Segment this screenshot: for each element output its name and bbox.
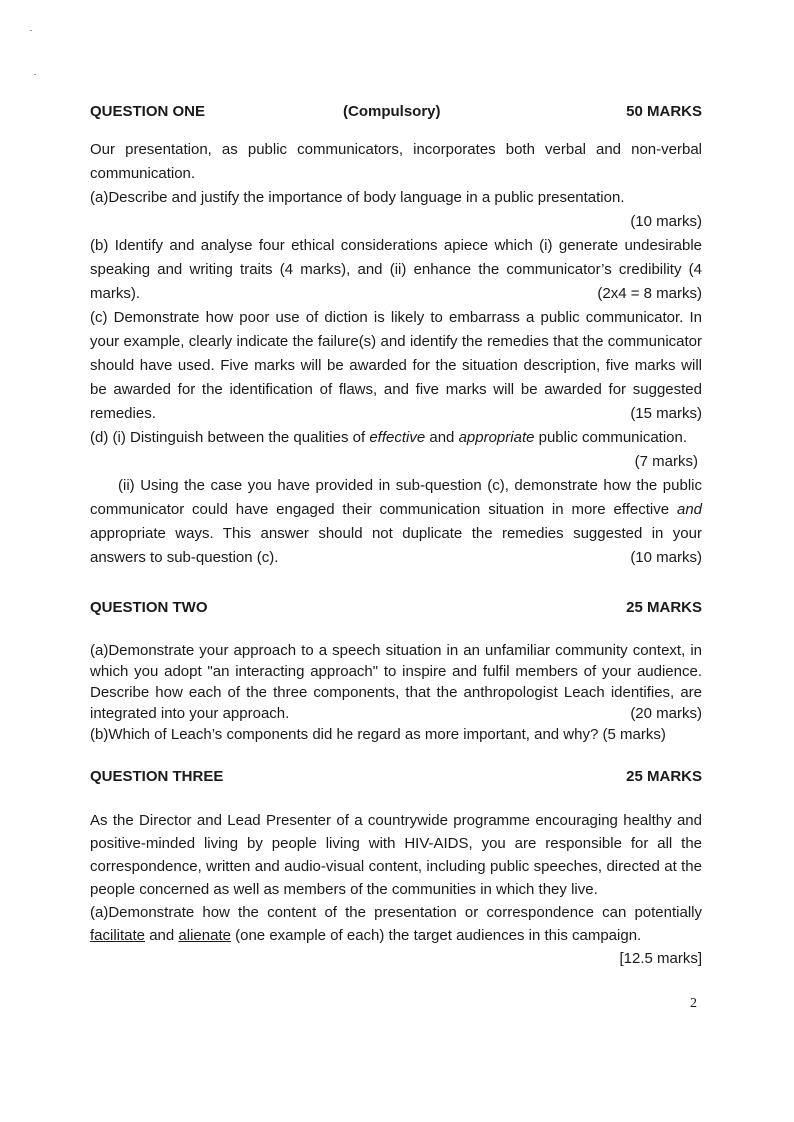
emphasis-appropriate: appropriate bbox=[458, 429, 535, 446]
question-one-part-d-ii-marks: (10 marks) bbox=[630, 549, 702, 566]
question-three-part-a bbox=[90, 901, 702, 947]
question-three-title: QUESTION THREE bbox=[90, 768, 224, 785]
question-two-part-a-marks: (20 marks) bbox=[630, 705, 702, 722]
question-one-part-d-ii bbox=[90, 474, 702, 570]
question-one-part-c-text: (c) Demonstrate how poor use of diction is likely to embarrass a public communicator. In your example, clearly indicate the failure(s) and identify the remedies that the communicator should have used. Five marks will be awarded for the situation description, five marks will be awarded for the identification of flaws, and five marks will be awarded for suggested remedies. bbox=[90, 309, 702, 422]
scan-speck bbox=[34, 74, 36, 75]
question-two-part-a bbox=[90, 640, 702, 724]
scan-speck bbox=[30, 30, 32, 31]
question-one-part-b bbox=[90, 234, 702, 306]
question-two-header bbox=[90, 596, 702, 620]
question-one-marks: 50 MARKS bbox=[626, 103, 702, 120]
question-one-part-c bbox=[90, 306, 702, 426]
question-one-header bbox=[90, 100, 702, 124]
question-three-intro: As the Director and Lead Presenter of a countrywide programme encouraging healthy and positive-minded living by people living with HIV-AIDS, you are responsible for all the correspondence, written and audio-visual content, including public speeches, directed at the people concerned as well as members of the communities in which they live. bbox=[90, 812, 702, 898]
question-three-part-a-marks: [12.5 marks] bbox=[619, 950, 702, 967]
question-one-part-b-text: (b) Identify and analyse four ethical considerations apiece which (i) generate undesirable speaking and writing traits (4 marks), and (ii) enhance the communicator’s credibility (4 marks). bbox=[90, 237, 702, 302]
emphasis-effective: effective bbox=[369, 429, 426, 446]
question-one-intro: Our presentation, as public communicators, incorporates both verbal and non-verbal communication. bbox=[90, 141, 702, 182]
question-three-header bbox=[90, 765, 702, 789]
conjunction: and bbox=[429, 429, 455, 446]
question-three-part-a-text: (a)Demonstrate how the content of the presentation or correspondence can potentially bbox=[90, 904, 702, 921]
question-one-tag: (Compulsory) bbox=[343, 103, 441, 120]
question-one-part-d-i bbox=[90, 426, 702, 470]
underlined-facilitate: facilitate bbox=[90, 927, 146, 944]
underlined-alienate: alienate bbox=[178, 927, 231, 944]
page-content bbox=[90, 100, 702, 970]
question-one-part-b-marks: (2x4 = 8 marks) bbox=[597, 285, 702, 302]
question-one-part-a: (a)Describe and justify the importance of body language in a public presentation. bbox=[90, 189, 625, 206]
page-number: 2 bbox=[690, 996, 697, 1011]
question-one-part-d-i-tail: public communication. bbox=[538, 429, 688, 446]
question-two-part-b: (b)Which of Leach’s components did he regard as more important, and why? (5 marks) bbox=[90, 726, 666, 743]
question-one-title: QUESTION ONE bbox=[90, 103, 206, 120]
question-two-marks: 25 MARKS bbox=[626, 599, 702, 616]
conjunction: and bbox=[149, 927, 175, 944]
question-one-part-a-marks: (10 marks) bbox=[630, 213, 702, 230]
question-three-part-a-tail: (one example of each) the target audiences in this campaign. bbox=[235, 927, 642, 944]
emphasis-and: and bbox=[676, 501, 703, 518]
question-one-part-d-ii-tail: appropriate ways. This answer should not duplicate the remedies suggested in your answers to sub-question (c). bbox=[90, 525, 702, 566]
question-two-title: QUESTION TWO bbox=[90, 599, 208, 616]
question-one-part-d-ii-text: (ii) Using the case you have provided in sub-question (c), demonstrate how the public communicator could have engaged their communication situation in more effective bbox=[90, 477, 702, 518]
question-one-part-c-marks: (15 marks) bbox=[630, 405, 702, 422]
question-three-marks: 25 MARKS bbox=[626, 768, 702, 785]
question-two-part-a-text: (a)Demonstrate your approach to a speech situation in an unfamiliar community context, in which you adopt "an interacting approach" to inspire and fulfil members of your audience. Describe how each of the three components, that the anthropologist Leach identifies, are integrated into your approach. bbox=[90, 642, 702, 722]
question-one-part-d-i-marks: (7 marks) bbox=[634, 453, 698, 470]
question-one-part-d-i-text: (d) (i) Distinguish between the qualities of bbox=[90, 429, 366, 446]
